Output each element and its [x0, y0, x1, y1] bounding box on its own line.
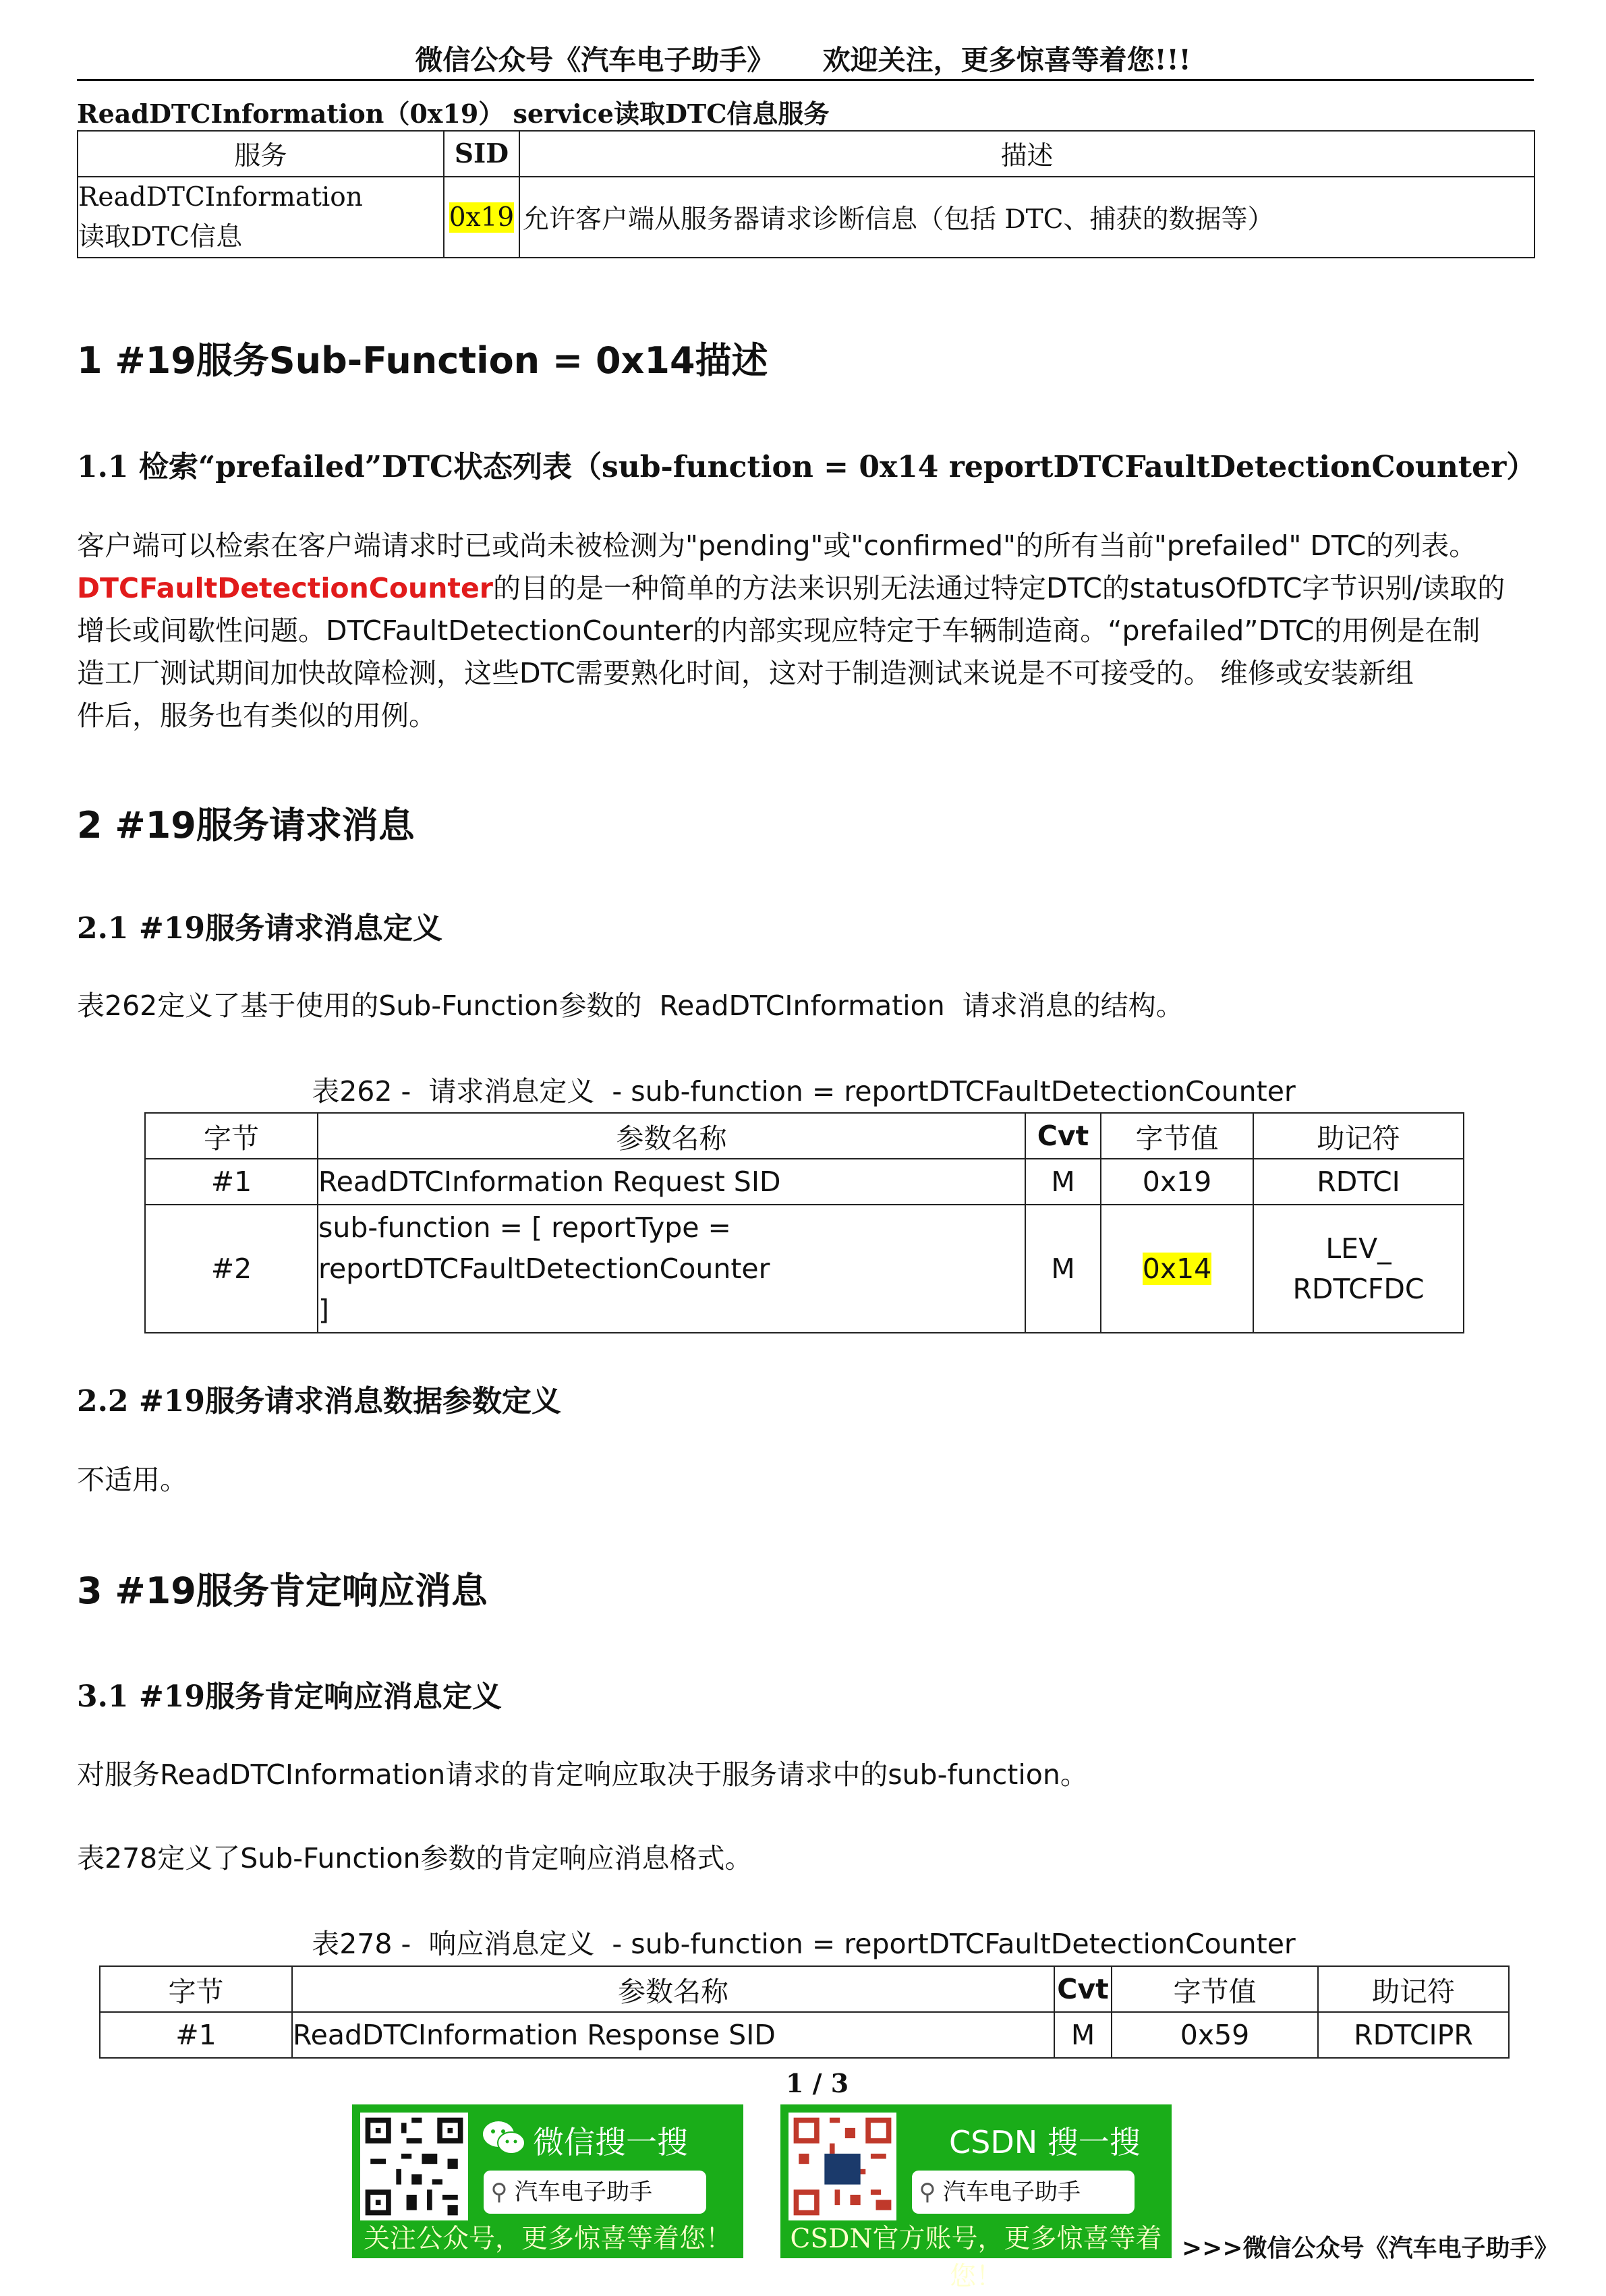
- response-table: [99, 1965, 1510, 2059]
- section1-paragraph: [77, 525, 1541, 737]
- section2-paragraph2: 不适用。: [77, 1464, 188, 1496]
- section3-subheading: 3.1 #19服务肯定响应消息定义: [77, 1680, 502, 1714]
- section1-heading: 1 #19服务Sub-Function = 0x14描述: [77, 339, 768, 382]
- sid-value: 0x19: [449, 202, 515, 233]
- section2-subheading2: 2.2 #19服务请求消息数据参数定义: [77, 1384, 561, 1418]
- csdn-search-title: CSDN 搜一搜: [949, 2124, 1141, 2160]
- request-table: [144, 1112, 1464, 1333]
- col-byte: 字节: [145, 1113, 318, 1159]
- value-cell: 0x19: [1101, 1159, 1253, 1205]
- table-row: [100, 2012, 1509, 2058]
- param-cell: ReadDTCInformation Request SID: [318, 1159, 1025, 1205]
- col-cvt: Cvt: [1025, 1113, 1101, 1159]
- cvt-cell: M: [1054, 2012, 1112, 2058]
- wechat-search-term: 汽车电子助手: [515, 2179, 652, 2206]
- table-row: [78, 177, 1535, 258]
- col-cvt: Cvt: [1054, 1966, 1112, 2012]
- csdn-promo-banner[interactable]: [780, 2104, 1172, 2292]
- col-mnemonic: 助记符: [1253, 1113, 1464, 1159]
- col-service: 服务: [78, 131, 444, 177]
- subfunction-value: 0x14: [1142, 1253, 1212, 1285]
- section3-paragraph2: 表278定义了Sub-Function参数的肯定响应消息格式。: [77, 1842, 753, 1874]
- csdn-search-box[interactable]: [912, 2171, 1135, 2214]
- service-name: ReadDTCInformation: [78, 182, 363, 212]
- wechat-promo-banner[interactable]: [352, 2104, 743, 2258]
- mnemonic-line: LEV_: [1325, 1232, 1392, 1265]
- para-line: 件后，服务也有类似的用例。: [77, 699, 436, 732]
- section1-subheading: 1.1 检索“prefailed”DTC状态列表（sub-function = 0x14 reportDTCFaultDetectionCounter）: [77, 450, 1537, 484]
- table262-caption: 表262 - 请求消息定义 - sub-function = reportDTCFaultDetectionCounter: [312, 1075, 1296, 1108]
- param-line: sub-function = [ reportType =: [318, 1211, 731, 1244]
- para-line: 客户端可以检索在客户端请求时已或尚未被检测为"pending"或"confirmed"的所有当前"prefailed" DTC的列表。: [77, 529, 1477, 562]
- param-line: ]: [318, 1293, 329, 1326]
- table278-caption: 表278 - 响应消息定义 - sub-function = reportDTCFaultDetectionCounter: [312, 1928, 1296, 1960]
- section2-heading: 2 #19服务请求消息: [77, 804, 415, 846]
- value-cell: [1101, 1205, 1253, 1333]
- mnemonic-cell: RDTCIPR: [1318, 2012, 1509, 2058]
- col-desc: 描述: [519, 131, 1535, 177]
- param-cell: [318, 1205, 1025, 1333]
- wechat-promo-caption: 关注公众号，更多惊喜等着您！: [363, 2224, 732, 2254]
- para-text: 的目的是一种简单的方法来识别无法通过特定DTC的statusOfDTC字节识别/读取的: [493, 572, 1505, 604]
- service-table: [77, 130, 1535, 258]
- page-header: 微信公众号《汽车电子助手》 欢迎关注，更多惊喜等着您!!!: [415, 44, 1191, 76]
- col-mnemonic: 助记符: [1318, 1966, 1509, 2012]
- table-row: [145, 1159, 1464, 1205]
- value-cell: 0x59: [1112, 2012, 1318, 2058]
- wechat-search-box[interactable]: [484, 2171, 706, 2214]
- wechat-qr-code: [360, 2113, 468, 2220]
- csdn-search-term: 汽车电子助手: [943, 2179, 1081, 2206]
- col-value: 字节值: [1101, 1113, 1253, 1159]
- section2-paragraph: 表262定义了基于使用的Sub-Function参数的 ReadDTCInformation 请求消息的结构。: [77, 989, 1184, 1022]
- param-line: reportDTCFaultDetectionCounter: [318, 1252, 770, 1285]
- byte-cell: #1: [100, 2012, 292, 2058]
- byte-cell: #1: [145, 1159, 318, 1205]
- service-title: ReadDTCInformation（0x19） service读取DTC信息服务: [77, 98, 830, 129]
- table-row: [145, 1205, 1464, 1333]
- header-divider: [77, 79, 1534, 81]
- wechat-logo-icon: [482, 2119, 526, 2157]
- cvt-cell: M: [1025, 1205, 1101, 1333]
- csdn-qr-code: [788, 2113, 896, 2220]
- cvt-cell: M: [1025, 1159, 1101, 1205]
- col-param: 参数名称: [292, 1966, 1054, 2012]
- col-param: 参数名称: [318, 1113, 1025, 1159]
- mnemonic-cell: [1253, 1205, 1464, 1333]
- col-value: 字节值: [1112, 1966, 1318, 2012]
- param-cell: ReadDTCInformation Response SID: [292, 2012, 1054, 2058]
- para-line: 增长或间歇性问题。DTCFaultDetectionCounter的内部实现应特定于车辆制造商。“prefailed”DTC的用例是在制: [77, 614, 1481, 647]
- service-desc: 允许客户端从服务器请求诊断信息（包括 DTC、捕获的数据等）: [523, 204, 1274, 235]
- mnemonic-cell: RDTCI: [1253, 1159, 1464, 1205]
- section2-subheading: 2.1 #19服务请求消息定义: [77, 911, 442, 946]
- byte-cell: #2: [145, 1205, 318, 1333]
- search-icon: ⚲: [490, 2179, 508, 2206]
- section3-heading: 3 #19服务肯定响应消息: [77, 1570, 488, 1612]
- para-line: 造工厂测试期间加快故障检测，这些DTC需要熟化时间，这对于制造测试来说是不可接受的。 维修或安装新组: [77, 657, 1414, 689]
- search-icon: ⚲: [919, 2179, 936, 2206]
- footer-wechat-link[interactable]: >>>微信公众号《汽车电子助手》: [1182, 2234, 1559, 2262]
- highlight-term: DTCFaultDetectionCounter: [77, 572, 494, 604]
- csdn-promo-caption: CSDN官方账号，更多惊喜等着您！: [790, 2224, 1162, 2292]
- page-number: 1 / 3: [786, 2068, 849, 2098]
- service-name-cn: 读取DTC信息: [78, 222, 243, 252]
- wechat-search-title: 微信搜一搜: [533, 2124, 688, 2160]
- para-line: [77, 567, 1541, 610]
- col-byte: 字节: [100, 1966, 292, 2012]
- section3-paragraph1: 对服务ReadDTCInformation请求的肯定响应取决于服务请求中的sub-function。: [77, 1758, 1088, 1791]
- col-sid: SID: [444, 131, 519, 177]
- mnemonic-line: RDTCFDC: [1292, 1273, 1425, 1305]
